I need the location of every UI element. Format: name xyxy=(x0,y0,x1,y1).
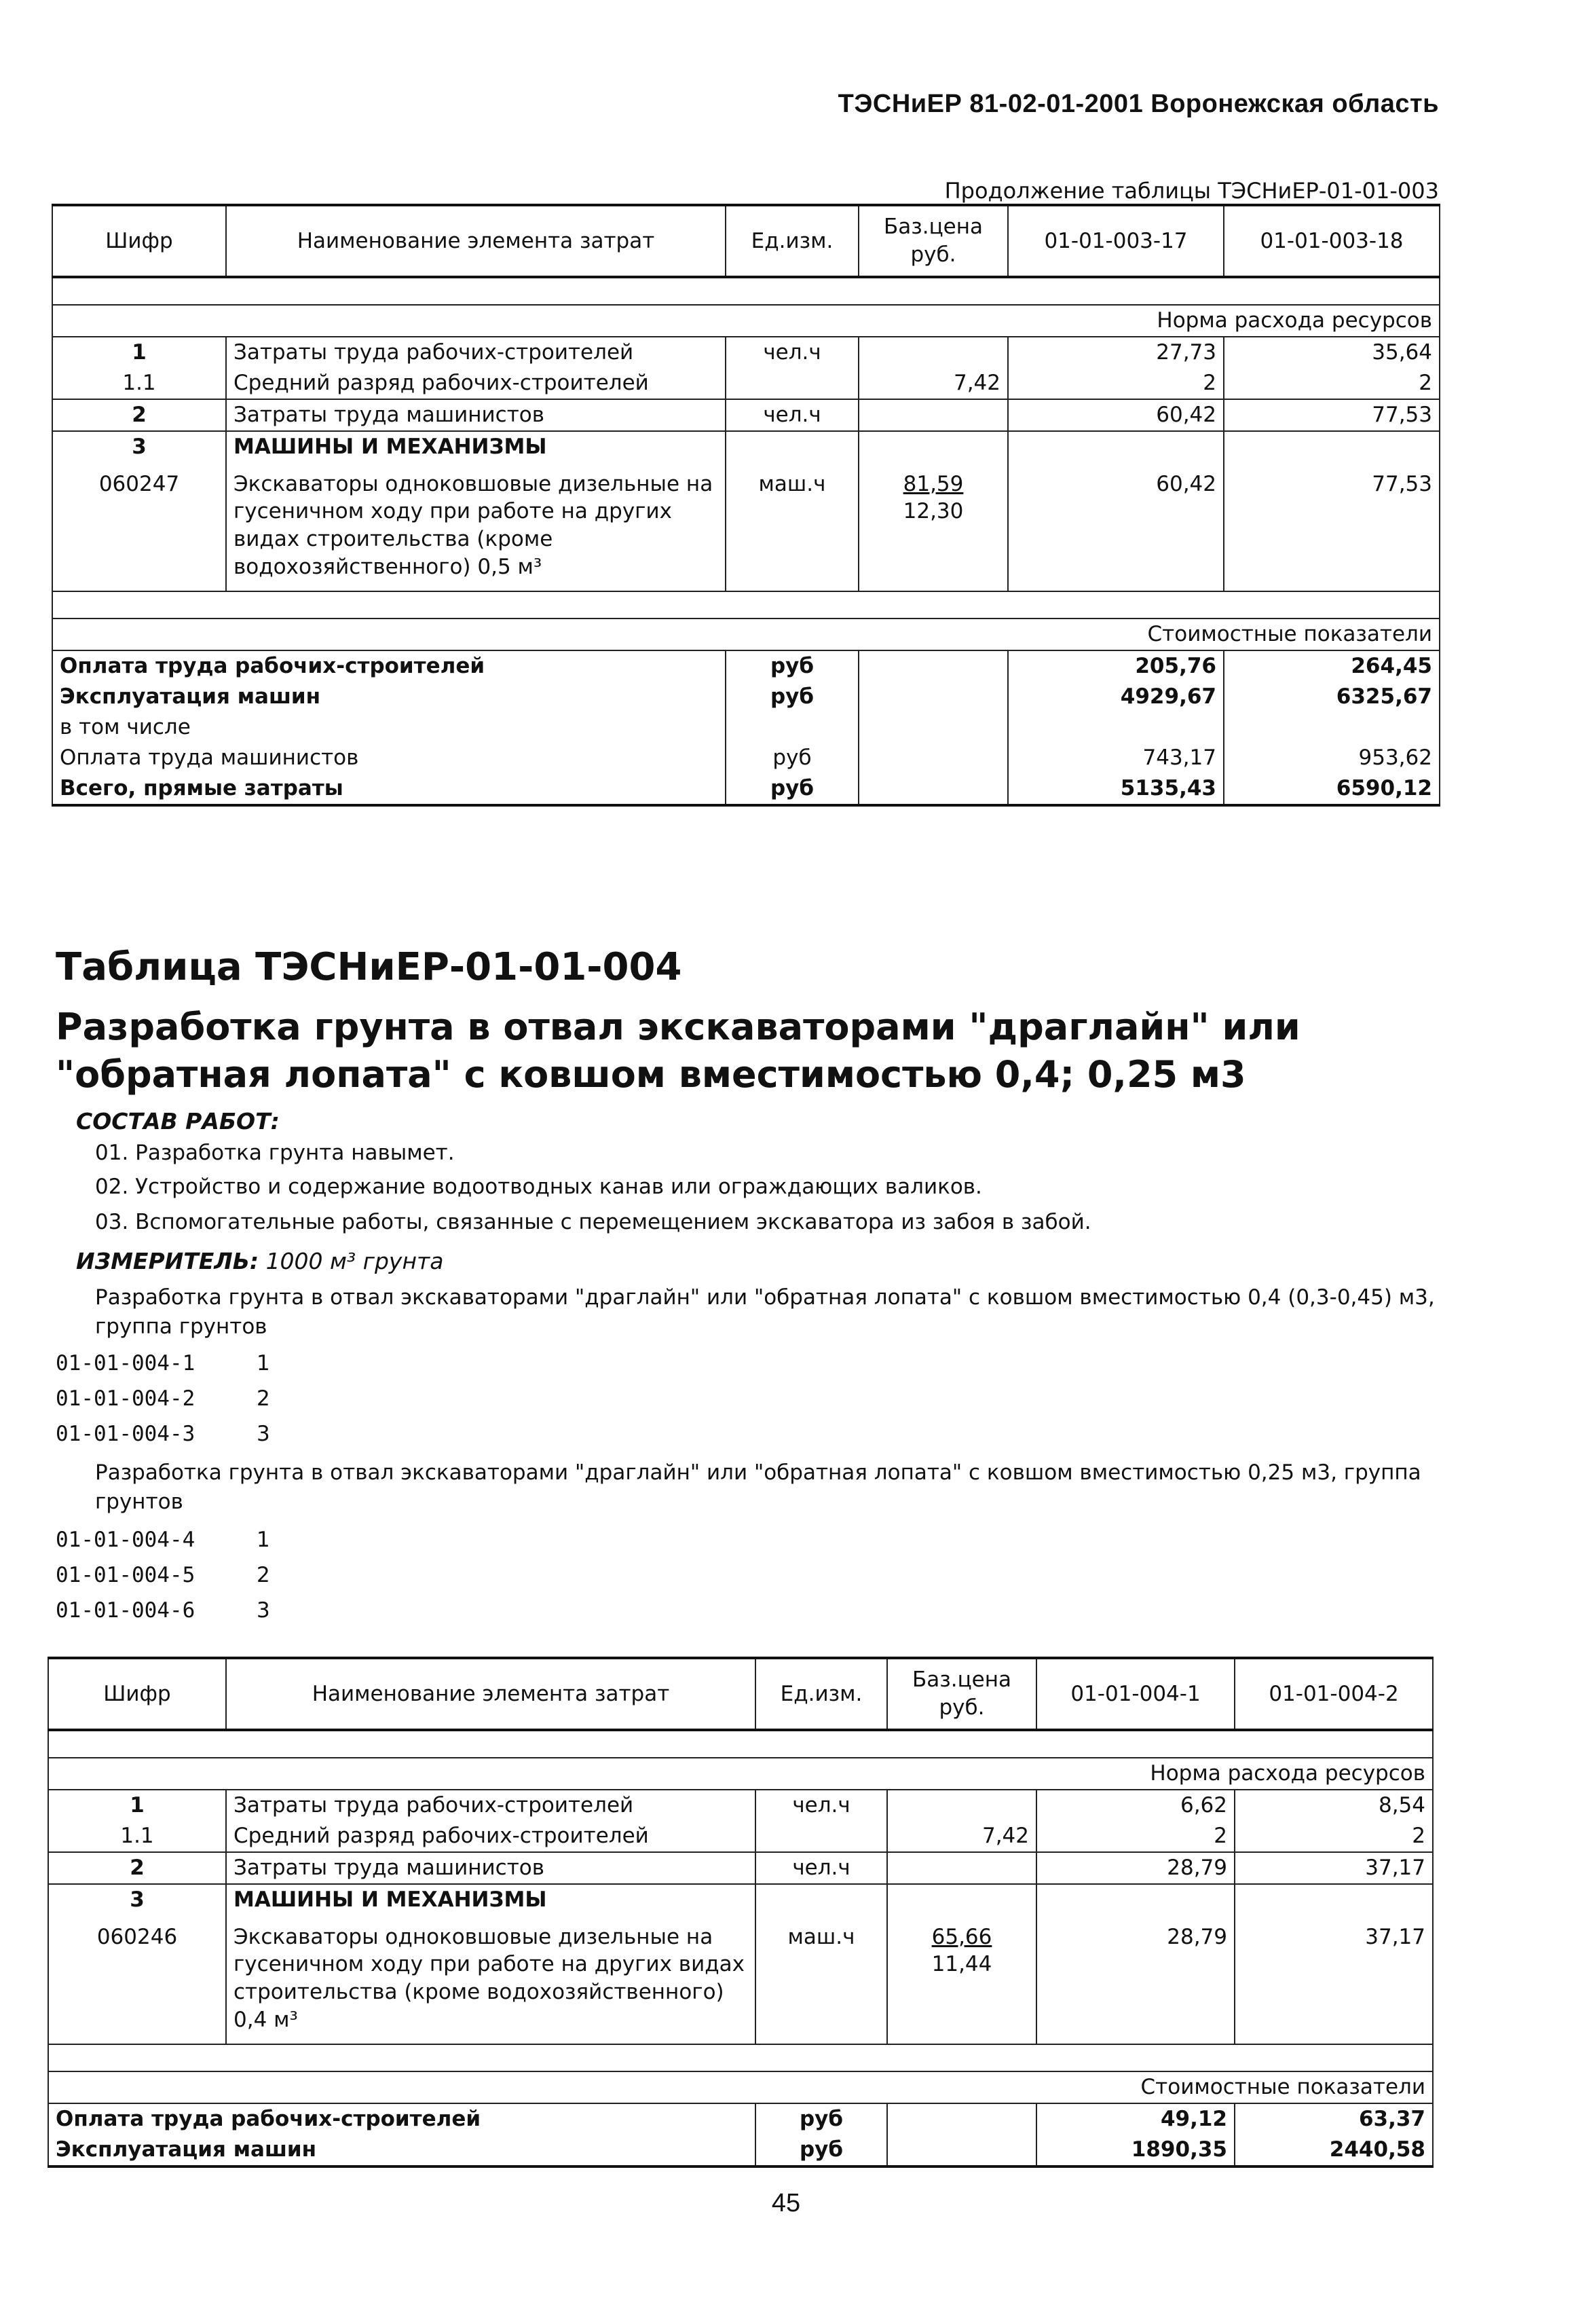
meter-value: 1000 м³ грунта xyxy=(265,1248,444,1274)
row-unit: чел.ч xyxy=(755,1790,887,1821)
total-value-1: 4929,67 xyxy=(1008,682,1224,712)
row-value-2: 37,17 xyxy=(1235,1915,1433,2045)
row-value-2: 77,53 xyxy=(1224,462,1440,592)
total-value-2: 6325,67 xyxy=(1224,682,1440,712)
group-number: 2 xyxy=(257,1563,270,1587)
total-row xyxy=(52,650,1440,682)
total-name: Оплата труда машинистов xyxy=(52,743,726,773)
row-value-2: 2 xyxy=(1235,1821,1433,1852)
group-code: 01-01-004-5 xyxy=(56,1563,195,1587)
group-code: 01-01-004-1 xyxy=(56,1351,195,1376)
row-value-1: 27,73 xyxy=(1008,337,1224,368)
col-header-price: Баз.цена руб. xyxy=(859,205,1008,277)
band-costs-label: Стоимостные показатели xyxy=(52,619,1440,650)
col-header-code: Шифр xyxy=(48,1658,226,1730)
band-norms xyxy=(48,1758,1433,1790)
group-number: 3 xyxy=(257,1422,270,1446)
row-value-2: 37,17 xyxy=(1235,1852,1433,1884)
group-code: 01-01-004-4 xyxy=(56,1528,195,1552)
row-code: 1.1 xyxy=(48,1821,226,1852)
group-number: 1 xyxy=(257,1351,270,1376)
row-value-1 xyxy=(1036,1884,1235,1915)
total-name: Эксплуатация машин xyxy=(52,682,726,712)
col-header-norm-2: 01-01-004-2 xyxy=(1235,1658,1433,1730)
works-label: СОСТАВ РАБОТ: xyxy=(76,1108,280,1135)
row-unit xyxy=(726,368,859,399)
total-row xyxy=(52,743,1440,773)
table-header-row xyxy=(48,1658,1433,1730)
price-subvalue: 12,30 xyxy=(903,499,964,524)
work-item: 01. Разработка грунта навымет. xyxy=(95,1141,455,1165)
total-name: Оплата труда рабочих-строителей xyxy=(52,650,726,682)
row-unit: чел.ч xyxy=(726,337,859,368)
total-value-1 xyxy=(1008,712,1224,743)
row-price xyxy=(859,462,1008,592)
total-name: Всего, прямые затраты xyxy=(52,773,726,805)
table-row xyxy=(52,337,1440,368)
row-code: 060246 xyxy=(48,1915,226,2045)
table-continuation-caption: Продолжение таблицы ТЭСНиЕР-01-01-003 xyxy=(944,178,1439,204)
group-code: 01-01-004-6 xyxy=(56,1598,195,1623)
row-value-1: 60,42 xyxy=(1008,462,1224,592)
row-price: 7,42 xyxy=(887,1821,1036,1852)
row-name: МАШИНЫ И МЕХАНИЗМЫ xyxy=(226,431,726,462)
meter xyxy=(76,1248,443,1274)
row-value-1: 6,62 xyxy=(1036,1790,1235,1821)
row-value-1: 2 xyxy=(1036,1821,1235,1852)
row-value-1: 28,79 xyxy=(1036,1915,1235,2045)
col-header-unit: Ед.изм. xyxy=(726,205,859,277)
total-unit xyxy=(726,712,859,743)
total-value-2: 2440,58 xyxy=(1235,2135,1433,2166)
group-a-description: Разработка грунта в отвал экскаваторами "драглайн" или "обратная лопата" с ковшом вместимостью 0,4 (0,3-0,45) м3, группа грунтов xyxy=(95,1285,1435,1339)
row-price xyxy=(859,399,1008,431)
table-row xyxy=(48,1884,1433,1915)
total-value-1: 743,17 xyxy=(1008,743,1224,773)
row-name: Затраты труда рабочих-строителей xyxy=(226,1790,755,1821)
meter-label: ИЗМЕРИТЕЛЬ: xyxy=(76,1248,259,1274)
total-value-2: 264,45 xyxy=(1224,650,1440,682)
row-code: 1 xyxy=(48,1790,226,1821)
row-price xyxy=(887,1915,1036,2045)
band-costs xyxy=(52,619,1440,650)
row-unit xyxy=(755,1821,887,1852)
row-value-1 xyxy=(1008,431,1224,462)
row-name: Экскаваторы одноковшовые дизельные на гусеничном ходу при работе на других видах строительства (кроме водохозяйственного) 0,5 м³ xyxy=(226,462,726,592)
total-unit: руб xyxy=(726,773,859,805)
total-row xyxy=(48,2135,1433,2166)
row-code: 060247 xyxy=(52,462,226,592)
row-name: МАШИНЫ И МЕХАНИЗМЫ xyxy=(226,1884,755,1915)
col-header-norm-1: 01-01-004-1 xyxy=(1036,1658,1235,1730)
col-header-price: Баз.цена руб. xyxy=(887,1658,1036,1730)
total-unit: руб xyxy=(726,682,859,712)
row-code: 2 xyxy=(48,1852,226,1884)
total-row xyxy=(48,2103,1433,2135)
row-price xyxy=(859,431,1008,462)
row-price xyxy=(859,337,1008,368)
table-row xyxy=(48,1915,1433,2045)
row-code: 1 xyxy=(52,337,226,368)
row-code: 1.1 xyxy=(52,368,226,399)
row-name: Затраты труда машинистов xyxy=(226,1852,755,1884)
total-value-1: 1890,35 xyxy=(1036,2135,1235,2166)
total-unit: руб xyxy=(755,2103,887,2135)
total-value-1: 49,12 xyxy=(1036,2103,1235,2135)
total-value-2 xyxy=(1224,712,1440,743)
total-value-2: 6590,12 xyxy=(1224,773,1440,805)
row-code: 3 xyxy=(48,1884,226,1915)
row-name: Затраты труда рабочих-строителей xyxy=(226,337,726,368)
band-costs xyxy=(48,2071,1433,2103)
row-price xyxy=(887,1884,1036,1915)
total-name: Эксплуатация машин xyxy=(48,2135,755,2166)
row-value-2: 2 xyxy=(1224,368,1440,399)
col-header-unit: Ед.изм. xyxy=(755,1658,887,1730)
total-value-2: 63,37 xyxy=(1235,2103,1433,2135)
total-value-1: 205,76 xyxy=(1008,650,1224,682)
col-header-norm-2: 01-01-003-18 xyxy=(1224,205,1440,277)
row-value-1: 2 xyxy=(1008,368,1224,399)
row-value-2: 8,54 xyxy=(1235,1790,1433,1821)
price-subvalue: 11,44 xyxy=(931,1952,992,1977)
table-row xyxy=(48,1852,1433,1884)
band-norms-label: Норма расхода ресурсов xyxy=(48,1758,1433,1790)
row-unit: чел.ч xyxy=(755,1852,887,1884)
total-unit: руб xyxy=(755,2135,887,2166)
total-value-2: 953,62 xyxy=(1224,743,1440,773)
row-code: 3 xyxy=(52,431,226,462)
work-item: 02. Устройство и содержание водоотводных канав или ограждающих валиков. xyxy=(95,1175,982,1199)
table-row xyxy=(52,399,1440,431)
band-norms-label: Норма расхода ресурсов xyxy=(52,305,1440,337)
section-subtitle: Разработка грунта в отвал экскаваторами "драглайн" или "обратная лопата" с ковшом вместимостью 0,4; 0,25 м3 xyxy=(56,1006,1300,1096)
row-unit: маш.ч xyxy=(726,462,859,592)
group-b-description: Разработка грунта в отвал экскаваторами "драглайн" или "обратная лопата" с ковшом вместимостью 0,25 м3, группа грунтов xyxy=(95,1460,1421,1514)
row-name: Затраты труда машинистов xyxy=(226,399,726,431)
total-unit: руб xyxy=(726,650,859,682)
table-row xyxy=(48,1821,1433,1852)
row-value-2: 35,64 xyxy=(1224,337,1440,368)
page-number: 45 xyxy=(771,2189,801,2217)
row-unit xyxy=(726,431,859,462)
total-row xyxy=(52,773,1440,805)
row-name: Экскаваторы одноковшовые дизельные на гусеничном ходу при работе на других видах строительства (кроме водохозяйственного) 0,4 м³ xyxy=(226,1915,755,2045)
cost-table-01-01-003 xyxy=(52,204,1440,807)
section-title: Таблица ТЭСНиЕР-01-01-004 xyxy=(56,945,682,989)
row-price xyxy=(887,1852,1036,1884)
table-row xyxy=(52,462,1440,592)
group-number: 3 xyxy=(257,1598,270,1623)
col-header-name: Наименование элемента затрат xyxy=(226,1658,755,1730)
row-value-2 xyxy=(1235,1884,1433,1915)
total-row xyxy=(52,712,1440,743)
group-number: 2 xyxy=(257,1386,270,1411)
row-unit: маш.ч xyxy=(755,1915,887,2045)
total-name: Оплата труда рабочих-строителей xyxy=(48,2103,755,2135)
table-header-row xyxy=(52,205,1440,277)
price-value: 81,59 xyxy=(903,471,964,496)
group-number: 1 xyxy=(257,1528,270,1552)
table-row xyxy=(48,1790,1433,1821)
group-code: 01-01-004-2 xyxy=(56,1386,195,1411)
row-value-2: 77,53 xyxy=(1224,399,1440,431)
row-name: Средний разряд рабочих-строителей xyxy=(226,368,726,399)
col-header-code: Шифр xyxy=(52,205,226,277)
table-row xyxy=(52,431,1440,462)
band-costs-label: Стоимостные показатели xyxy=(48,2071,1433,2103)
group-code: 01-01-004-3 xyxy=(56,1422,195,1446)
row-value-1: 60,42 xyxy=(1008,399,1224,431)
row-price xyxy=(887,1790,1036,1821)
col-header-norm-1: 01-01-003-17 xyxy=(1008,205,1224,277)
work-item: 03. Вспомогательные работы, связанные с перемещением экскаватора из забоя в забой. xyxy=(95,1210,1091,1234)
total-name: в том числе xyxy=(52,712,726,743)
row-unit: чел.ч xyxy=(726,399,859,431)
row-code: 2 xyxy=(52,399,226,431)
row-name: Средний разряд рабочих-строителей xyxy=(226,1821,755,1852)
total-row xyxy=(52,682,1440,712)
row-unit xyxy=(755,1884,887,1915)
band-norms xyxy=(52,305,1440,337)
col-header-name: Наименование элемента затрат xyxy=(226,205,726,277)
price-value: 65,66 xyxy=(931,1924,992,1949)
cost-table-01-01-004 xyxy=(48,1657,1434,2168)
row-price: 7,42 xyxy=(859,368,1008,399)
row-value-2 xyxy=(1224,431,1440,462)
total-value-1: 5135,43 xyxy=(1008,773,1224,805)
table-row xyxy=(52,368,1440,399)
running-title: ТЭСНиЕР 81-02-01-2001 Воронежская область xyxy=(838,90,1439,118)
row-value-1: 28,79 xyxy=(1036,1852,1235,1884)
total-unit: руб xyxy=(726,743,859,773)
